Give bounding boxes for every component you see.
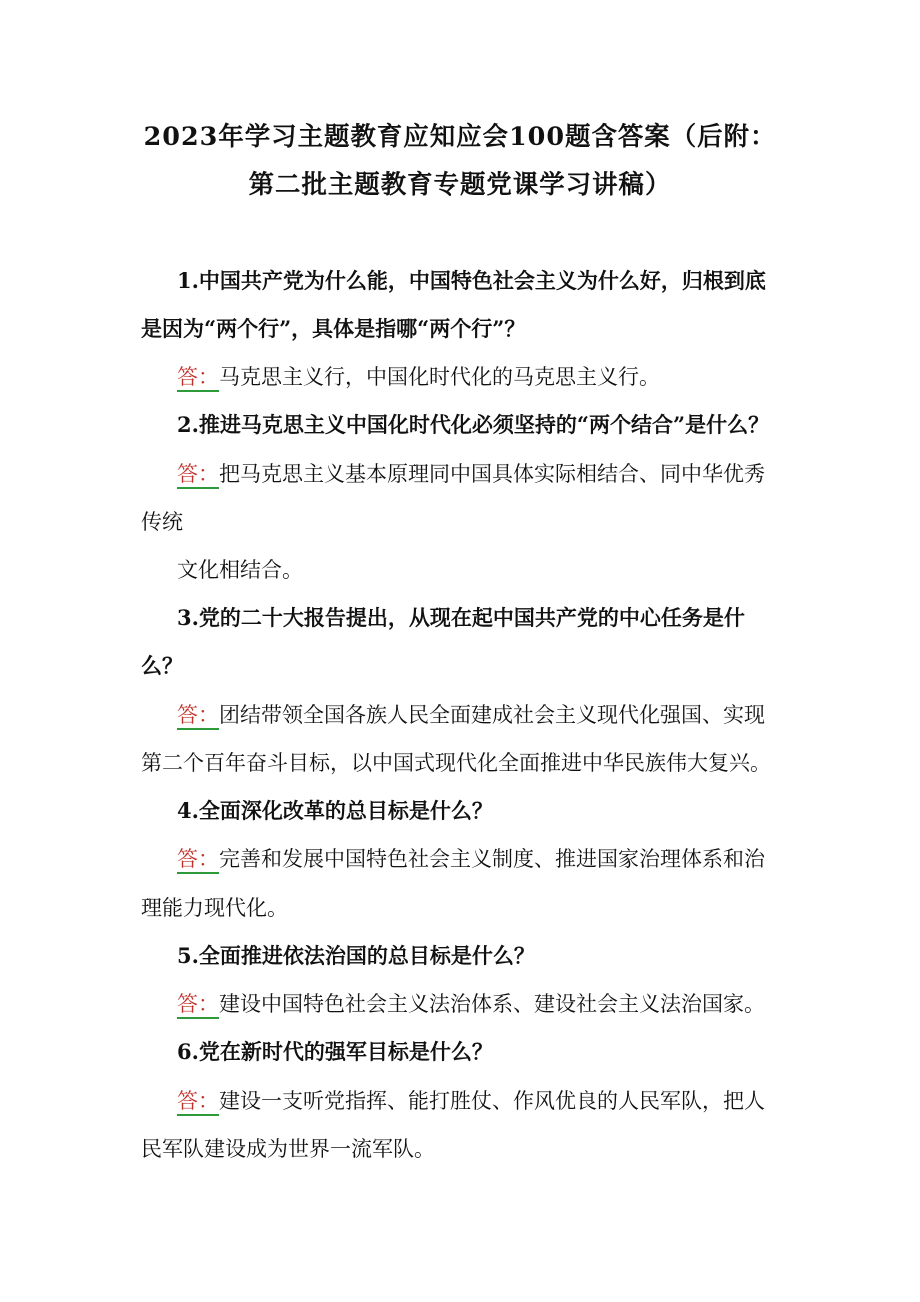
answer-label: 答：: [177, 365, 219, 392]
answer-1-text: 马克思主义行，中国化时代化的马克思主义行。: [219, 365, 660, 389]
answer-3-text-1: 团结带领全国各族人民全面建成社会主义现代化强国、实现: [219, 703, 765, 727]
question-4-line-1: 4.全面深化改革的总目标是什么？: [177, 798, 493, 823]
answer-4-line-1: [177, 844, 765, 874]
answer-2-text-1: 把马克思主义基本原理同中国具体实际相结合、同中华优秀: [219, 462, 765, 486]
answer-4-text-1: 完善和发展中国特色社会主义制度、推进国家治理体系和治: [219, 847, 765, 871]
answer-5-text-1: 建设中国特色社会主义法治体系、建设社会主义法治国家。: [219, 992, 765, 1016]
question-3-line-2: 么？: [141, 653, 183, 678]
answer-label: 答：: [177, 847, 219, 874]
answer-label: 答：: [177, 992, 219, 1019]
document-title-line-1: 2023年学习主题教育应知应会100题含答案（后附：: [143, 121, 777, 151]
answer-1: [177, 362, 660, 392]
question-1-line-1: 1.中国共产党为什么能，中国特色社会主义为什么好，归根到底: [177, 268, 766, 293]
question-6-line-1: 6.党在新时代的强军目标是什么？: [177, 1039, 493, 1064]
question-5-line-1: 5.全面推进依法治国的总目标是什么？: [177, 943, 535, 968]
answer-6-text-1: 建设一支听党指挥、能打胜仗、作风优良的人民军队，把人: [219, 1089, 765, 1113]
answer-4-line-2: 理能力现代化。: [141, 896, 288, 920]
answer-2-line-1: [177, 459, 765, 489]
answer-label: 答：: [177, 703, 219, 730]
answer-5-line-1: [177, 989, 765, 1019]
answer-label: 答：: [177, 462, 219, 489]
question-2-line-1: 2.推进马克思主义中国化时代化必须坚持的“两个结合”是什么？: [177, 412, 770, 437]
answer-6-line-2: 民军队建设成为世界一流军队。: [141, 1137, 435, 1161]
answer-3-line-2: 第二个百年奋斗目标，以中国式现代化全面推进中华民族伟大复兴。: [141, 751, 771, 775]
document-title-line-2: 第二批主题教育专题党课学习讲稿）: [248, 169, 672, 199]
question-1-line-2: 是因为“两个行”，具体是指哪“两个行”？: [141, 316, 526, 341]
answer-2-line-3: 文化相结合。: [177, 558, 303, 582]
answer-3-line-1: [177, 700, 765, 730]
answer-label: 答：: [177, 1089, 219, 1116]
question-3-line-1: 3.党的二十大报告提出，从现在起中国共产党的中心任务是什: [177, 605, 745, 630]
answer-2-line-2: 传统: [141, 510, 183, 534]
answer-6-line-1: [177, 1086, 765, 1116]
